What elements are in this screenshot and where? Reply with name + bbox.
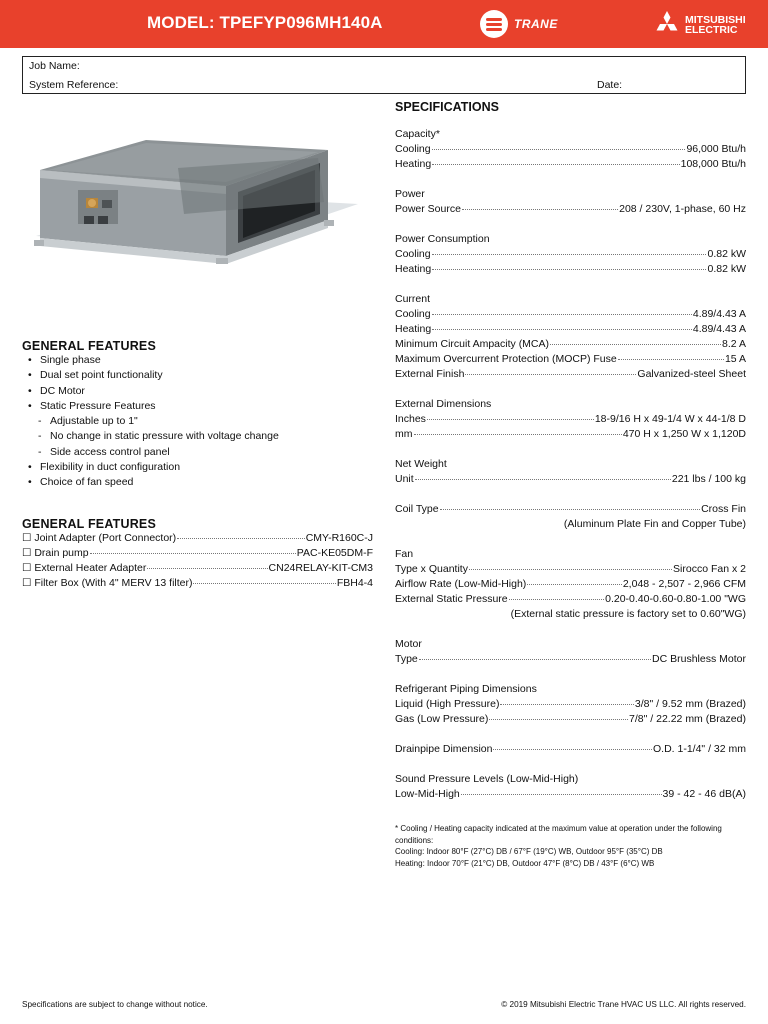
dot-leader xyxy=(527,584,622,585)
dot-leader xyxy=(415,479,671,480)
dot-leader xyxy=(419,659,651,660)
spec-value: 2,048 - 2,507 - 2,966 CFM xyxy=(622,578,746,590)
accessory-row: ☐ External Heater Adapter CN24RELAY-KIT-CM3 xyxy=(22,562,373,574)
spec-value: Sirocco Fan x 2 xyxy=(673,563,746,575)
spec-group-heading: Sound Pressure Levels (Low-Mid-High) xyxy=(395,773,579,785)
mitsubishi-logo-line1: MITSUBISHI xyxy=(685,14,746,26)
spec-group xyxy=(395,547,746,622)
spec-label: Minimum Circuit Ampacity (MCA) xyxy=(395,338,550,350)
date-label: Date: xyxy=(597,79,623,91)
spec-row xyxy=(395,712,746,727)
spec-row xyxy=(395,697,746,712)
spec-label: Power Source xyxy=(395,203,461,215)
spec-value: 4.89/4.43 A xyxy=(692,323,746,335)
spec-value: Galvanized-steel Sheet xyxy=(637,368,746,380)
dot-leader xyxy=(618,359,724,360)
accessories-title: GENERAL FEATURES xyxy=(22,517,156,531)
spec-value: 7/8" / 22.22 mm (Brazed) xyxy=(629,713,746,725)
spec-label: Maximum Overcurrent Protection (MOCP) Fuse xyxy=(395,353,617,365)
spec-label: Cooling xyxy=(395,248,431,260)
spec-group-heading: Fan xyxy=(395,548,414,560)
spec-label: Airflow Rate (Low-Mid-High) xyxy=(395,578,527,590)
accessory-row: ☐ Filter Box (With 4" MERV 13 filter) FBH4-4 xyxy=(22,577,373,589)
spec-group-heading: Motor xyxy=(395,638,422,650)
spec-group xyxy=(395,397,746,442)
model-title: MODEL: TPEFYP096MH140A xyxy=(147,13,383,32)
spec-row xyxy=(395,247,746,262)
header-bar xyxy=(0,0,768,48)
job-name-label: Job Name: xyxy=(29,60,80,72)
spec-group-heading: Current xyxy=(395,293,431,305)
spec-group-heading: Net Weight xyxy=(395,458,447,470)
dot-leader xyxy=(489,719,628,720)
dot-leader xyxy=(440,509,700,510)
spec-row xyxy=(395,652,746,667)
spec-label: Drainpipe Dimension xyxy=(395,743,493,755)
spec-row xyxy=(395,142,746,157)
spec-label: External Static Pressure xyxy=(395,593,508,605)
specifications-groups xyxy=(395,127,746,802)
spec-value: 8.2 A xyxy=(722,338,746,350)
dot-leader xyxy=(500,704,633,705)
dot-leader xyxy=(550,344,721,345)
feature-item: • Dual set point functionality xyxy=(28,369,163,382)
feature-item: • DC Motor xyxy=(28,384,85,397)
dot-leader xyxy=(432,314,692,315)
spec-row xyxy=(395,562,746,577)
spec-label: Coil Type xyxy=(395,503,439,515)
spec-value: DC Brushless Motor xyxy=(652,653,746,665)
mitsubishi-logo xyxy=(653,10,763,40)
spec-row xyxy=(395,352,746,367)
spec-group xyxy=(395,457,746,487)
spec-row xyxy=(395,607,746,622)
dot-leader xyxy=(465,374,636,375)
spec-value: 108,000 Btu/h xyxy=(680,158,746,170)
spec-label: Cooling xyxy=(395,143,431,155)
spec-label: External Finish xyxy=(395,368,465,380)
spec-group xyxy=(395,742,746,757)
spec-value: 221 lbs / 100 kg xyxy=(671,473,746,485)
note-line: * Cooling / Heating capacity indicated at the maximum value at operation under the following conditions: xyxy=(395,824,722,845)
spec-group xyxy=(395,127,746,172)
general-features-list xyxy=(28,353,279,491)
job-info-box xyxy=(22,56,746,94)
spec-row xyxy=(395,307,746,322)
dot-leader xyxy=(414,434,622,435)
spec-value: 18-9/16 H x 49-1/4 W x 44-1/8 D xyxy=(594,413,746,425)
three-diamonds-icon xyxy=(653,10,681,38)
system-reference-label: System Reference: xyxy=(29,79,119,91)
spec-value: 208 / 230V, 1-phase, 60 Hz xyxy=(619,203,746,215)
spec-group xyxy=(395,232,746,277)
spec-row xyxy=(395,517,746,532)
dot-leader xyxy=(432,164,679,165)
spec-row xyxy=(395,262,746,277)
spec-row xyxy=(395,427,746,442)
spec-row xyxy=(395,367,746,382)
dot-leader xyxy=(427,419,594,420)
spec-value: 96,000 Btu/h xyxy=(686,143,746,155)
footer-copyright: © 2019 Mitsubishi Electric Trane HVAC US LLC. All rights reserved. xyxy=(501,1000,746,1009)
dot-leader xyxy=(432,269,706,270)
accessories-list xyxy=(22,531,373,591)
dot-leader xyxy=(432,329,692,330)
spec-value: (External static pressure is factory set to 0.60"WG) xyxy=(510,608,746,620)
spec-group-heading: Capacity* xyxy=(395,128,440,140)
spec-group xyxy=(395,187,746,217)
spec-label: Heating xyxy=(395,263,432,275)
trane-logo xyxy=(480,10,580,40)
general-features-title: GENERAL FEATURES xyxy=(22,339,156,353)
capacity-notes xyxy=(395,823,746,869)
ducted-unit-image xyxy=(28,128,368,298)
spec-group-heading: Power Consumption xyxy=(395,233,490,245)
spec-row xyxy=(395,502,746,517)
spec-row xyxy=(395,742,746,757)
spec-group-heading: Refrigerant Piping Dimensions xyxy=(395,683,537,695)
spec-group-heading: External Dimensions xyxy=(395,398,492,410)
dot-leader xyxy=(509,599,604,600)
feature-subitem: - Adjustable up to 1" xyxy=(38,415,138,428)
spec-label: Type x Quantity xyxy=(395,563,468,575)
specifications-section xyxy=(395,100,746,817)
spec-value: 39 - 42 - 46 dB(A) xyxy=(662,788,746,800)
mitsubishi-logo-line2: ELECTRIC xyxy=(685,24,738,36)
spec-label: Low-Mid-High xyxy=(395,788,460,800)
spec-group-heading: Power xyxy=(395,188,425,200)
spec-row xyxy=(395,322,746,337)
spec-label: Gas (Low Pressure) xyxy=(395,713,489,725)
spec-label: Inches xyxy=(395,413,426,425)
spec-row xyxy=(395,787,746,802)
feature-item: • Static Pressure Features xyxy=(28,399,156,412)
trane-logo-text: TRANE xyxy=(514,17,558,31)
mitsubishi-logo-text xyxy=(685,15,746,35)
dot-leader xyxy=(432,149,686,150)
accessory-row: ☐ Joint Adapter (Port Connector) CMY-R160C-J xyxy=(22,532,373,544)
spec-value: 0.82 kW xyxy=(707,263,746,275)
feature-item: • Flexibility in duct configuration xyxy=(28,461,181,474)
spec-value: 4.89/4.43 A xyxy=(692,308,746,320)
dot-leader xyxy=(469,569,672,570)
spec-value: (Aluminum Plate Fin and Copper Tube) xyxy=(563,518,746,530)
accessory-row: ☐ Drain pump PAC-KE05DM-F xyxy=(22,547,373,559)
spec-value: 0.82 kW xyxy=(707,248,746,260)
feature-item: • Choice of fan speed xyxy=(28,476,134,489)
note-line: Cooling: Indoor 80°F (27°C) DB / 67°F (19°C) WB, Outdoor 95°F (35°C) DB xyxy=(395,847,663,856)
spec-label: Cooling xyxy=(395,308,431,320)
specifications-title: SPECIFICATIONS xyxy=(395,100,499,114)
spec-row xyxy=(395,202,746,217)
spec-value: 15 A xyxy=(724,353,746,365)
spec-group xyxy=(395,502,746,532)
trane-emblem-icon xyxy=(480,10,508,38)
spec-row xyxy=(395,412,746,427)
spec-value: 470 H x 1,250 W x 1,120D xyxy=(622,428,746,440)
spec-row xyxy=(395,337,746,352)
dot-leader xyxy=(461,794,662,795)
spec-label: Type xyxy=(395,653,418,665)
dot-leader xyxy=(432,254,707,255)
spec-value: 0.20-0.40-0.60-0.80-1.00 "WG xyxy=(605,593,746,605)
spec-label: Liquid (High Pressure) xyxy=(395,698,500,710)
spec-row xyxy=(395,577,746,592)
spec-label: mm xyxy=(395,428,413,440)
spec-value: O.D. 1-1/4" / 32 mm xyxy=(652,743,746,755)
spec-value: 3/8" / 9.52 mm (Brazed) xyxy=(634,698,746,710)
dot-leader xyxy=(462,209,618,210)
spec-value: Cross Fin xyxy=(701,503,746,515)
feature-subitem: - Side access control panel xyxy=(38,445,170,458)
note-line: Heating: Indoor 70°F (21°C) DB, Outdoor 47°F (8°C) DB / 43°F (6°C) WB xyxy=(395,858,655,868)
footer-disclaimer: Specifications are subject to change without notice. xyxy=(22,1000,208,1009)
spec-label: Heating xyxy=(395,158,432,170)
spec-group xyxy=(395,682,746,727)
spec-label: Unit xyxy=(395,473,414,485)
feature-subitem: - No change in static pressure with voltage change xyxy=(38,430,279,443)
dot-leader xyxy=(493,749,652,750)
spec-group xyxy=(395,292,746,382)
spec-label: Heating xyxy=(395,323,432,335)
feature-item: • Single phase xyxy=(28,354,101,366)
spec-row xyxy=(395,157,746,172)
spec-row xyxy=(395,472,746,487)
spec-row xyxy=(395,592,746,607)
spec-group xyxy=(395,772,746,802)
spec-group xyxy=(395,637,746,667)
